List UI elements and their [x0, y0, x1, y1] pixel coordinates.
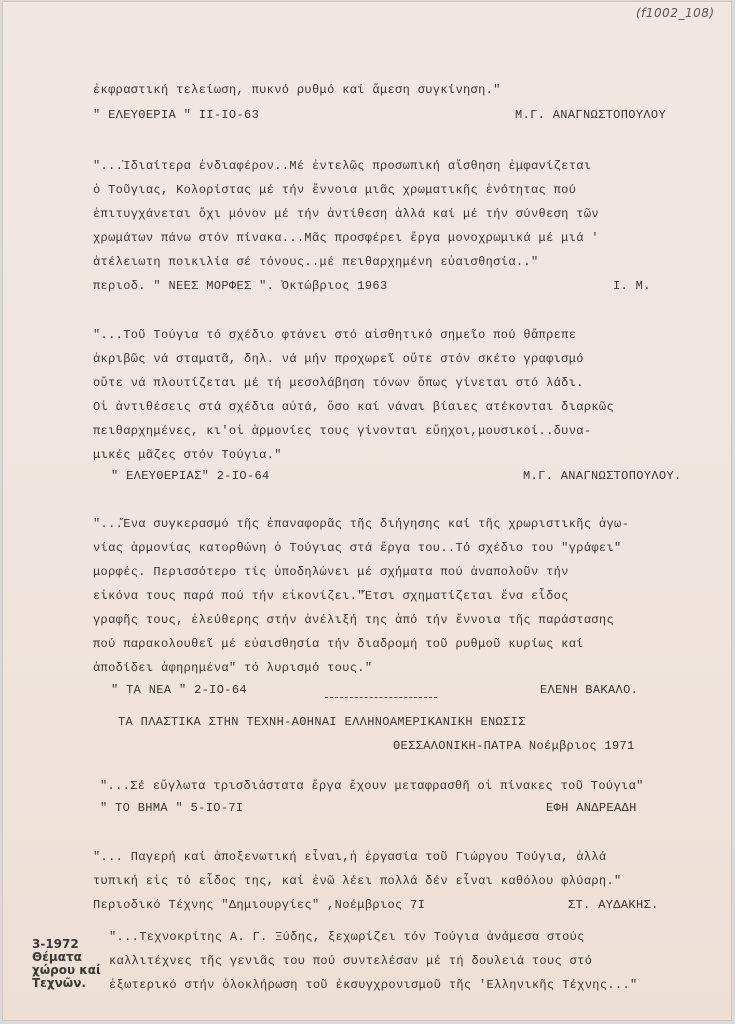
text-line: "... Παγερή καί ἀποξενωτική εἶναι,ἡ ἐργασία τοῦ Γιώργου Τούγια, ἀλλά: [93, 850, 607, 864]
text-line: πού παρακολουθεῖ μέ εὐαισθησία τήν διαδρομή τοῦ ρυθμοῦ κυρίως καί: [93, 637, 584, 651]
text-line: "...Σέ εὔγλωτα τρισδιάστατα ἔργα ἔχουν μεταφρασθῆ οἱ πίνακες τοῦ Τούγια": [100, 779, 644, 793]
text-line: νίας ἁρμονίας κατορθώνη ὁ Τούγιας στά ἔργα του..Τό σχέδιο του "γράφει": [93, 541, 622, 555]
margin-note-line: Θέματα: [32, 950, 82, 964]
text-line: μορφές. Περισσότερο τίς ὑποδηλώνει μέ σχήματα πού ἀναπολοῦν τήν: [93, 565, 569, 579]
citation-author: Μ.Γ. ΑΝΑΓΝΩΣΤΟΠΟΥΛΟΥ.: [523, 469, 682, 483]
source-citation: " ΕΛΕΥΘΕΡΙΑΣ" 2-IO-64: [111, 469, 270, 483]
archive-reference: (f1002_108): [636, 6, 715, 20]
text-line: "...Ἕνα συγκερασμό τῆς ἐπαναφορᾶς τῆς διήγησης καί τῆς χρωριστικῆς ἀγω-: [93, 517, 630, 531]
citation-author: Ι. Μ.: [613, 279, 651, 293]
text-line: "...Τεχνοκρίτης Α. Γ. Ξύδης, ξεχωρίζει τόν Τούγια ἀνάμεσα στούς: [109, 930, 585, 944]
source-citation: " ΤΑ ΝΕΑ " 2-IO-64: [111, 683, 247, 697]
text-line: γραφῆς τους, ἐλεύθερης στήν ἀνέλιξή της ἀπό τήν ἔννοια τῆς παράστασης: [93, 613, 615, 627]
text-line: "...Ἰδιαίτερα ἐνδιαφέρον..Μέ ἐντελῶς προσωπική αἴσθηση ἐμφανίζεται: [93, 159, 592, 173]
text-line: ἀτέλειωτη ποικιλία σέ τόνους..μέ πειθαρχημένη εὐαισθησία..": [93, 255, 539, 269]
text-line: ἐξωτερικό στήν ὁλοκλήρωση τοῦ ἐκσυγχρονισμοῦ τῆς 'Ελληνικῆς Τέχνης...": [109, 978, 638, 992]
text-line: πειθαρχημένες, κι'οἱ ἁρμονίες τους γίνονται εὔηχοι,μουσικοί..δυνα-: [93, 424, 592, 438]
source-citation: περιοδ. " ΝΕΕΣ ΜΟΡΦΕΣ ". Ὀκτώβριος 1963: [93, 279, 388, 293]
exhibition-venue: ΘΕΣΣΑΛΟΝΙΚΗ-ΠΑΤΡΑ Νοέμβριος 1971: [393, 739, 635, 753]
margin-note-line: χώρου καί: [32, 963, 101, 977]
citation-author: ΕΛΕΝΗ ΒΑΚΑΛΟ.: [540, 683, 639, 697]
citation-author: Μ.Γ. ΑΝΑΓΝΩΣΤΟΠΟΥΛΟΥ: [515, 108, 667, 122]
text-line: μικές μᾶζες στόν Τούγια.": [93, 448, 282, 462]
text-line: εἰκόνα τους παρά πού τήν εἰκονίζει."Ἔτσι σχηματίζεται ἕνα εἶδος: [93, 589, 569, 603]
text-line: οὔτε νά πλουτίζεται μέ τή μεσολάβηση τόνων ὅπως γίνεται στό λάδι.: [93, 376, 584, 390]
text-line: ἀποδίδει ἀφηρημένα" τό λυρισμό τους.": [93, 661, 373, 675]
text-line: τυπική εἰς τό εἶδος της, καί ἐνῶ λέει πολλά δέν εἶναι καθόλου φλύαρη.": [93, 874, 622, 888]
source-citation: " ΤΟ ΒΗΜΑ " 5-IO-7I: [100, 801, 244, 815]
text-line: καλλιτέχνες τῆς γενιᾶς του πού συντελέσαν μέ τή δουλειά τους στό: [109, 954, 593, 968]
source-citation: " ΕΛΕΥΘΕΡΙΑ " II-IO-63: [93, 108, 260, 122]
citation-author: ΣΤ. ΑΥΔΑΚΗΣ.: [568, 898, 659, 912]
source-citation: Περιοδικό Τέχνης "Δημιουργίες" ,Νοέμβριος 7I: [93, 898, 426, 912]
margin-note-line: 3-1972: [32, 937, 79, 951]
document-page: [3, 2, 731, 1020]
handwritten-margin-note: [32, 938, 104, 990]
text-line: ἐκφραστική τελείωση, πυκνό ρυθμό καί ἄμεση συγκίνηση.": [93, 83, 501, 97]
text-line: ἀκριβῶς νά σταματᾶ, δηλ. νά μήν προχωρεῖ οὔτε στόν σκέτο γραφισμό: [93, 352, 584, 366]
text-line: ὁ Τοῦγιας, Κολορίστας μέ τήν ἔννοια μιᾶς χρωματικῆς ἑνότητας πού: [93, 183, 577, 197]
text-line: χρωμάτων πάνω στόν πίνακα...Μᾶς προσφέρει ἔργα μονοχρωμικά μέ μιά ': [93, 231, 599, 245]
margin-note-line: Τεχνῶν.: [32, 976, 86, 990]
text-line: ἐπιτυγχάνεται ὄχι μόνον μέ τήν ἀντίθεση ἀλλά καί μέ τήν σύνθεση τῶν: [93, 207, 599, 221]
separator-line: [325, 697, 437, 698]
exhibition-title: ΤΑ ΠΛΑΣΤΙΚΑ ΣΤΗΝ ΤΕΧΝΗ-ΑΘΗΝΑΙ ΕΛΛΗΝΟΑΜΕΡΙΚΑΝΙΚΗ ΕΝΩΣΙΣ: [118, 715, 526, 729]
text-line: Οἱ ἀντιθέσεις στά σχέδια αὐτά, ὅσο καί νάναι βίαιες ατέκονται διαρκῶς: [93, 400, 615, 414]
citation-author: ΕΦΗ ΑΝΔΡΕΑΔΗ: [546, 801, 637, 815]
text-line: "...Τοῦ Τούγια τό σχέδιο φτάνει στό αἰσθητικό σημεῖο πού θἄπρεπε: [93, 328, 577, 342]
